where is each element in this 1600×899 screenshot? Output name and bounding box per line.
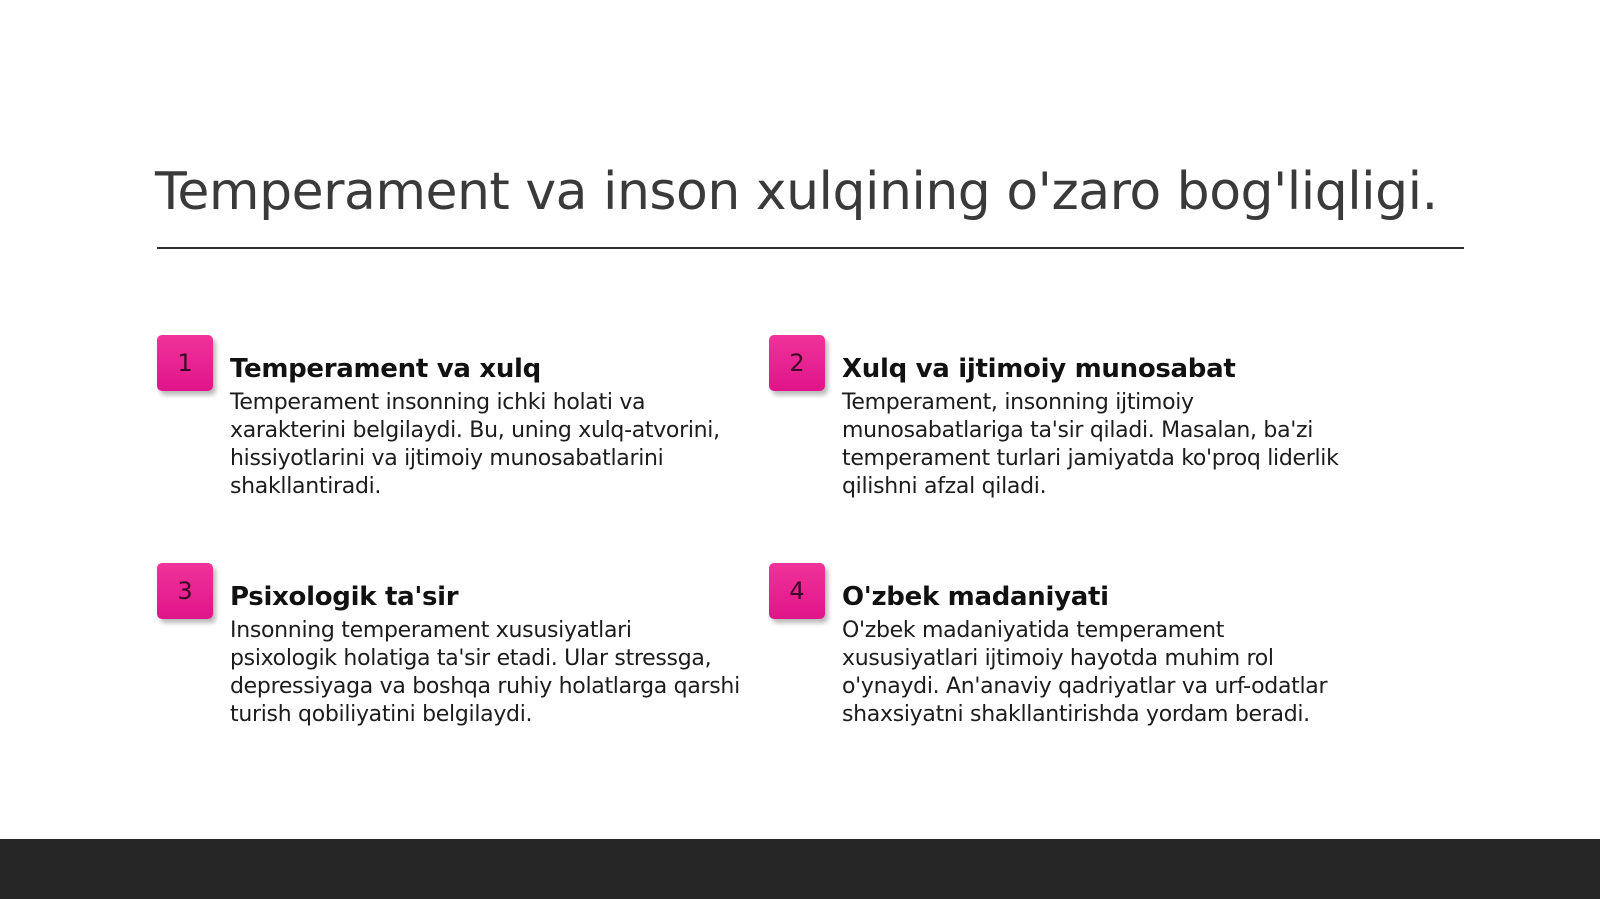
item-text-line: shakllantiradi. — [230, 474, 382, 499]
item-title: Xulq va ijtimoiy munosabat — [842, 354, 1236, 384]
item-text-line: Temperament insonning ichki holati va — [230, 390, 646, 415]
item-title: Temperament va xulq — [230, 354, 541, 384]
number-badge: 4 — [769, 563, 825, 619]
number-badge: 3 — [157, 563, 213, 619]
item-text — [230, 389, 750, 501]
item-text-line: turish qobiliyatini belgilaydi. — [230, 702, 533, 727]
item-text-line: qilishni afzal qiladi. — [842, 474, 1047, 499]
footer-band — [0, 839, 1600, 899]
item-text-line: munosabatlariga ta'sir qiladi. Masalan, ba'zi — [842, 418, 1314, 443]
item-text — [842, 617, 1362, 729]
item-text-line: temperament turlari jamiyatda ko'proq liderlik — [842, 446, 1339, 471]
item-temperament-va-xulq — [157, 335, 720, 525]
item-text-line: hissiyotlarini va ijtimoiy munosabatlarini — [230, 446, 664, 471]
item-text-line: shaxsiyatni shakllantirishda yordam beradi. — [842, 702, 1310, 727]
item-psixologik-tasir — [157, 563, 740, 753]
number-badge: 2 — [769, 335, 825, 391]
item-text-line: psixologik holatiga ta'sir etadi. Ular stressga, — [230, 646, 712, 671]
slide-title: Temperament va inson xulqining o'zaro bog'liqligi. — [155, 162, 1438, 222]
item-ozbek-madaniyati — [769, 563, 1329, 753]
item-text-line: Temperament, insonning ijtimoiy — [842, 390, 1194, 415]
item-text-line: Insonning temperament xususiyatlari — [230, 618, 632, 643]
title-divider — [157, 247, 1464, 249]
item-text — [842, 389, 1362, 501]
item-title: O'zbek madaniyati — [842, 582, 1109, 612]
number-badge: 1 — [157, 335, 213, 391]
item-text-line: xususiyatlari ijtimoiy hayotda muhim rol — [842, 646, 1274, 671]
item-title: Psixologik ta'sir — [230, 582, 459, 612]
item-text-line: o'ynaydi. An'anaviy qadriyatlar va urf-odatlar — [842, 674, 1328, 699]
item-text — [230, 617, 750, 729]
item-text-line: xarakterini belgilaydi. Bu, uning xulq-atvorini, — [230, 418, 720, 443]
item-xulq-va-ijtimoiy-munosabat — [769, 335, 1339, 525]
item-text-line: O'zbek madaniyatida temperament — [842, 618, 1225, 643]
item-text-line: depressiyaga va boshqa ruhiy holatlarga qarshi — [230, 674, 740, 699]
